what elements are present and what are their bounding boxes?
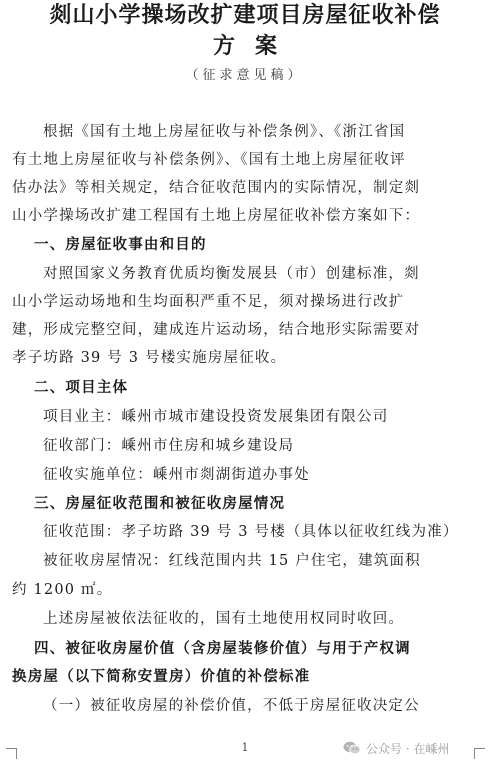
wechat-watermark <box>343 738 449 758</box>
document-title-line2: 方案 <box>212 34 297 59</box>
section3-line: 上述房屋被依法征收的，国有土地使用权同时收回。 <box>43 611 405 627</box>
section2-heading: 二、项目主体 <box>34 380 129 396</box>
section4-heading-line1: 四、被征收房屋价值（含房屋装修价值）与用于产权调 <box>34 641 411 657</box>
page-number: 1 <box>241 741 249 754</box>
section1-line: 建，形成完整空间，建成连片运动场，结合地形实际需要对 <box>12 322 421 338</box>
section2-line: 征收部门：嵊州市住房和城乡建设局 <box>43 438 295 454</box>
section3-line: 征收范围：孝子坊路 39 号 3 号楼（具体以征收红线为准） <box>43 524 459 540</box>
section2-line: 项目业主：嵊州市城市建设投资发展集团有限公司 <box>43 409 389 425</box>
section1-line: 山小学运动场地和生均面积严重不足，须对操场进行改扩 <box>12 294 405 310</box>
document-subtitle: （征求意见稿） <box>185 68 305 83</box>
intro-line: 根据《国有土地上房屋征收与补偿条例》、《浙江省国 <box>43 124 406 140</box>
intro-line: 估办法》等相关规定，结合征收范围内的实际情况，制定剡 <box>12 180 421 196</box>
intro-line: 有土地上房屋征收与补偿条例》、《国有土地上房屋征收评 <box>12 152 406 168</box>
wechat-icon <box>343 741 361 755</box>
section1-heading: 一、房屋征收事由和目的 <box>34 237 207 253</box>
section4-line: （一）被征收房屋的补偿价值，不低于房屋征收决定公 <box>43 698 420 714</box>
section1-line: 对照国家义务教育优质均衡发展县（市）创建标准，剡 <box>43 266 420 282</box>
section2-line: 征收实施单位：嵊州市剡湖街道办事处 <box>43 467 310 483</box>
intro-line: 山小学操场改扩建工程国有土地上房屋征收补偿方案如下： <box>12 208 421 224</box>
section3-line: 被征收房屋情况：红线范围内共 15 户住宅，建筑面积 <box>43 553 421 569</box>
section3-heading: 三、房屋征收范围和被征收房屋情况 <box>34 496 286 512</box>
section4-heading-line2: 换房屋（以下简称安置房）价值的补偿标准 <box>12 669 311 685</box>
document-title-line1: 剡山小学操场改扩建项目房屋征收补偿 <box>49 3 441 28</box>
section3-line: 约 1200 ㎡。 <box>12 582 113 598</box>
section1-line: 孝子坊路 39 号 3 号楼实施房屋征收。 <box>12 350 287 366</box>
watermark-text: 公众号 · 在嵊州 <box>366 741 450 756</box>
